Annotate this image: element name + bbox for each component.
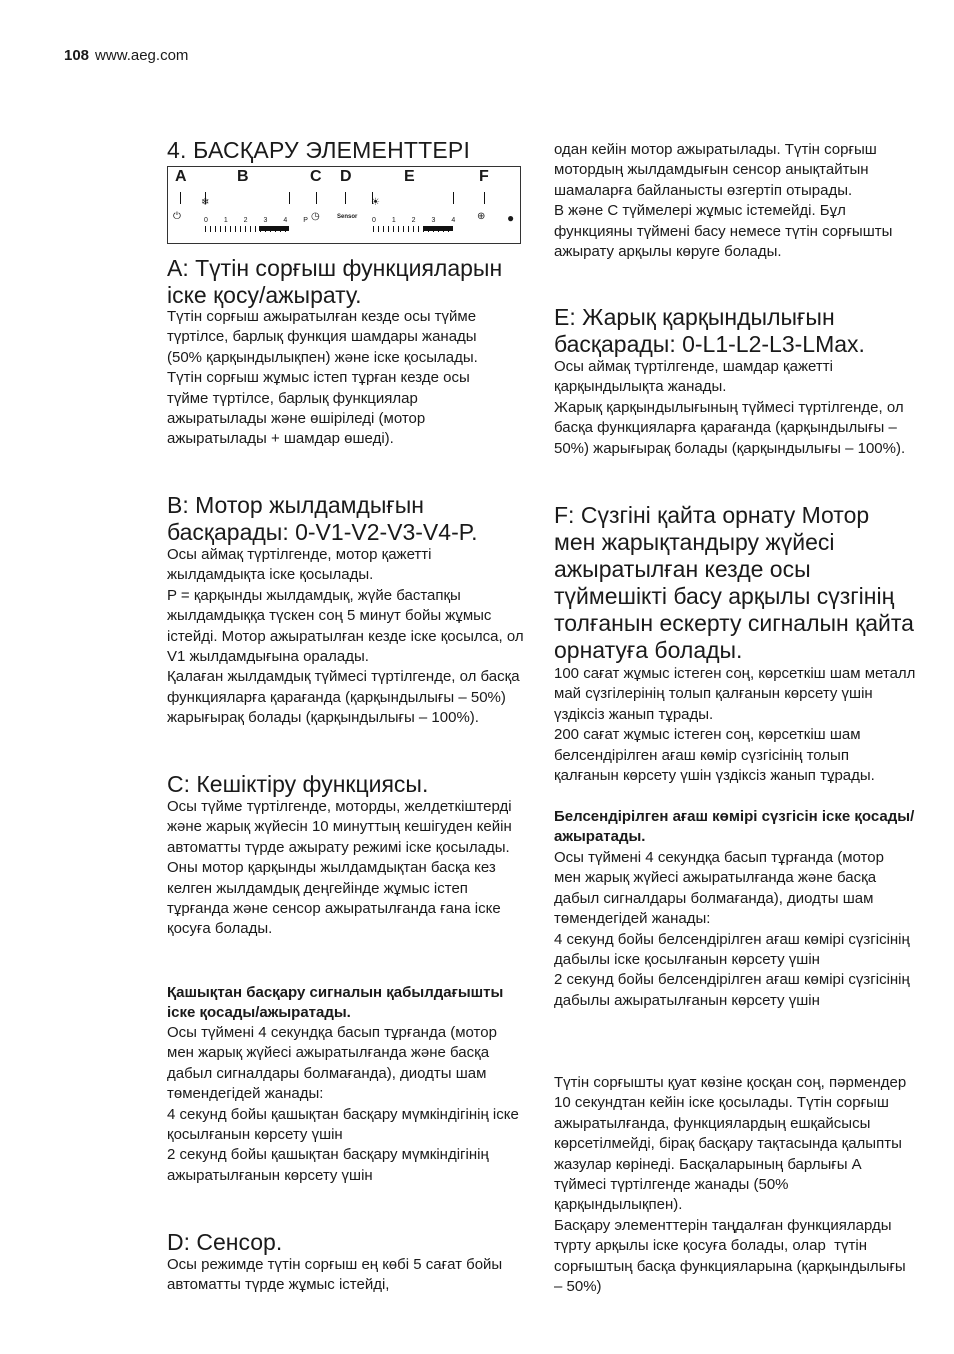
pointer-line-b-right [289, 192, 290, 204]
site-url: www.aeg.com [95, 47, 189, 64]
speed-bar [259, 226, 289, 231]
fan-icon: ❄ [201, 197, 210, 208]
page-number: 108 [64, 47, 90, 64]
text-final: Түтін сорғышты қуат көзіне қосқан соң, пәрмендер 10 секундтан кейін іске қосылады. Түтін сорғыш ажыратылғанда, функциялардың ешқайсысы көрсетілмейді, бірақ басқару тақтасында қалыпты жазулар көрінеді. Басқаларының барлығы А түймесі түртілгенде жанады (50% қарқындылықпен). Басқару элементтерін таңдалған функцияларды түрту арқылы іске қосуға болады, олар түтін сорғыштың басқа функцияларына (қарқындылығы – 50%) [554, 1074, 907, 1296]
heading-a: A: Түтін сорғыш функцияларын іске қосу/ажырату. [167, 255, 503, 308]
panel-label-d: D [340, 168, 352, 185]
heading-remote: Қашықтан басқару сигналын қабылдағышты іске қосады/ажыратады. [167, 984, 508, 1022]
panel-label-b: B [237, 168, 249, 185]
page-header [64, 47, 188, 64]
light-scale: 0 1 2 3 4 [372, 217, 463, 224]
heading-charcoal: Белсендірілген ағаш көмірі сүзгісін іске қосады/ажыратады. [554, 808, 915, 846]
control-panel-diagram [167, 166, 521, 244]
timer-icon: ◷ [311, 211, 320, 222]
filter-grid-icon: ⊕ [477, 211, 486, 222]
text-b: Осы аймақ түртілгенде, мотор қажетті жылдамдықта іске қосылады. P = қарқынды жылдамдық, жүйе бастапқы жылдамдыққа түскен соң 5 минут бойы жұмыс істейді. Мотор ажыратылған кезде іске қосылса, ол V1 жылдамдығына оралады. Қалаған жылдамдық түймесі түртілгенде, ол басқа функцияларға қарағанда (қарқындылығы – 50%) жарығырақ болады (қарқындылығы – 100%). [167, 546, 524, 727]
text-a: Түтін сорғыш ажыратылған кезде осы түйме түртілсе, барлық функция шамдары жанады (50% қарқындылықпен) және іске қосылады. Түтін сорғыш жұмыс істеп тұрған кезде осы түйме түртілсе, барлық функциялар ажыратылады және өшіріледі (мотор ажыратылады + шамдар өшеді). [167, 308, 478, 448]
pointer-line-f [484, 192, 485, 204]
heading-b: B: Мотор жылдамдығын басқарады: 0-V1-V2-V3-V4-P. [167, 492, 478, 545]
text-charcoal: Осы түймені 4 секундқа басып тұрғанда (мотор мен жарық жүйесі ажыратылғанда және басқа дабыл сигналдары болмағанда), диодты шам төмендегідей жанады: 4 секунд бойы белсендірілген ағаш көмірі сүзгісінің дабылы іске қосылғанын көрсету үшін 2 секунд бойы белсендірілген ағаш көмірі сүзгісінің дабылы ажыратылғанын көрсету үшін [554, 849, 910, 1009]
text-e: Осы аймақ түртілгенде, шамдар қажетті қарқындылықта жанады. Жарық қарқындылығының түймесі түртілгенде, ол басқа функцияларға қарағанда (қарқындылығы – 50%) жарығырақ болады (қарқындылығы – 100%). [554, 358, 906, 457]
panel-label-e: E [404, 168, 415, 185]
light-icon: ☀ [371, 197, 380, 208]
speed-scale: 0 1 2 3 4 P [204, 217, 315, 224]
indicator-dot-icon: ● [507, 211, 515, 225]
heading-e: E: Жарық қарқындылығын басқарады: 0-L1-L2-L3-LMax. [554, 304, 865, 357]
text-c: Осы түйме түртілгенде, моторды, желдеткіштерді және жарық жүйесін 10 минуттың кешігуден кейін автоматты түрде ажырату режимі іске қосылады. Оны мотор қарқынды жылдамдықтан басқа кез келген жылдамдық деңгейінде жұмыс істеп тұрғанда және сенсор ажыратылғанда ғана іске қосуға болады. [167, 798, 512, 938]
heading-f: F: Сүзгіні қайта орнату Мотор мен жарықтандыру жүйесі ажыратылған кезде осы түймешікті басу арқылы сүзгінің толғанын ескерту сигналын қайта орнатуға болады. [554, 502, 914, 663]
text-remote: Осы түймені 4 секундқа басып тұрғанда (мотор мен жарық жүйесі ажыратылғанда және басқа дабыл сигналдары болмағанда), диодты шам төмендегідей жанады: 4 секунд бойы қашықтан басқару мүмкіндігінің іске қосылғанын көрсету үшін 2 секунд бойы қашықтан басқару мүмкіндігінің ажыратылғанын көрсету үшін [167, 1024, 519, 1184]
text-f: 100 сағат жұмыс істеген соң, көрсеткіш шам металл май сүзгілерінің толып қалғанын көрсету үшін үздіксіз жанып тұрады. 200 сағат жұмыс істеген соң, көрсеткіш шам белсендірілген ағаш көмір сүзгісінің толып қалғанын көрсету үшін үздіксіз жанып тұрады. [554, 665, 916, 785]
text-d: Осы режимде түтін сорғыш ең көбі 5 сағат бойы автоматты түрде жұмыс істейді, [167, 1256, 507, 1294]
section-title: 4. БАСҚАРУ ЭЛЕМЕНТТЕРІ [167, 137, 471, 163]
panel-label-f: F [479, 168, 489, 185]
light-bar [423, 226, 453, 231]
pointer-line-e-right [453, 192, 454, 204]
text-d-continued: одан кейін мотор ажыратылады. Түтін сорғыш мотордың жылдамдығын сенсор анықтайтын шамаларға байланысты өзгертіп отырады. В және С түймелері жұмыс істемейді. Бұл функцияны түймені басу немесе түтін сорғышты ажырату арқылы көруге болады. [554, 141, 893, 261]
pointer-line-c [316, 192, 317, 204]
panel-label-a: A [175, 168, 187, 185]
heading-c: C: Кешіктіру функциясы. [167, 771, 429, 797]
panel-label-c: C [310, 168, 322, 185]
sensor-label: Sensor [337, 214, 358, 220]
pointer-line-a [180, 192, 181, 204]
pointer-line-d [345, 192, 346, 204]
heading-d: D: Сенсор. [167, 1229, 283, 1255]
power-icon: ⏻ [173, 211, 181, 222]
